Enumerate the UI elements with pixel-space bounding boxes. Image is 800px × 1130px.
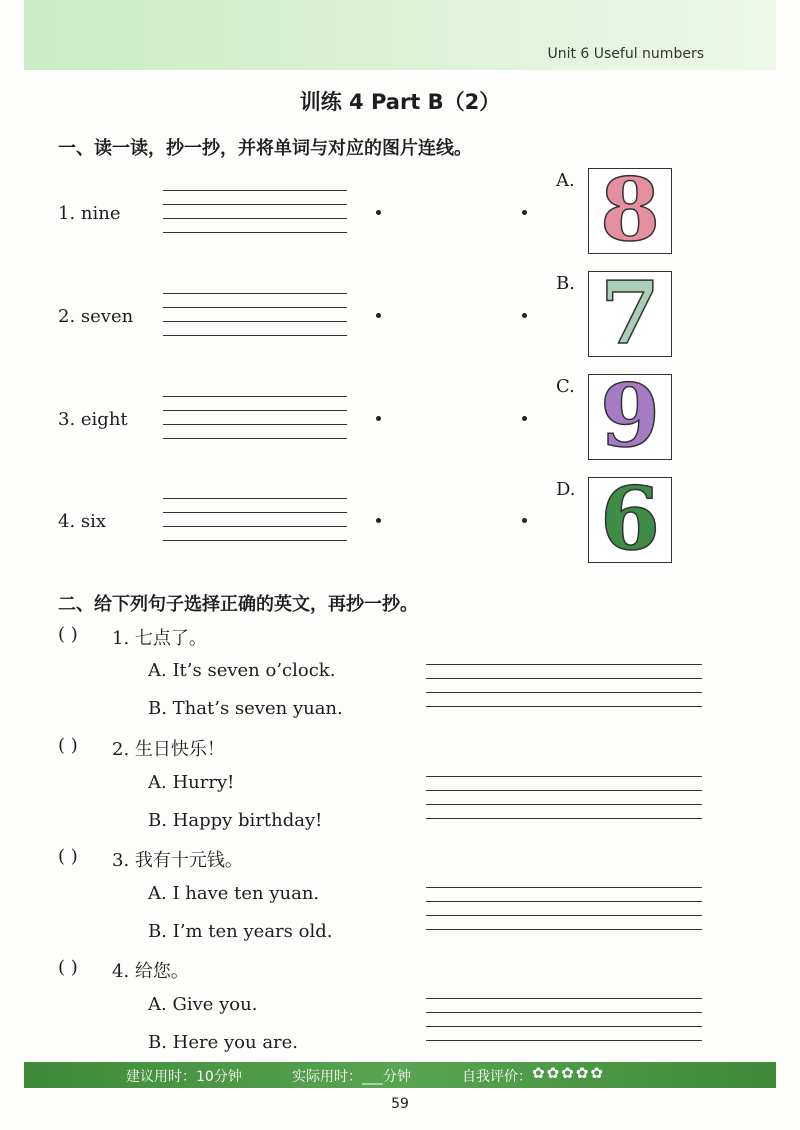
option-d-label: D. <box>556 479 576 500</box>
star-icon[interactable]: ✿ <box>532 1064 545 1082</box>
choice-4a: A. Give you. <box>148 994 258 1015</box>
writing-lines-2[interactable] <box>163 293 347 335</box>
answer-paren-2[interactable]: ( ) <box>58 735 78 756</box>
number-8-picture <box>588 160 672 261</box>
right-dot-2[interactable] <box>522 313 527 318</box>
number-8-glyph: 8 <box>600 160 660 261</box>
number-6-picture <box>588 469 672 570</box>
rating-stars[interactable] <box>532 1064 605 1082</box>
left-dot-3[interactable] <box>376 416 381 421</box>
choice-1a: A. It’s seven o’clock. <box>148 660 336 681</box>
number-6-glyph: 6 <box>600 469 660 570</box>
option-c-label: C. <box>556 376 575 397</box>
choice-1b: B. That’s seven yuan. <box>148 698 343 719</box>
choice-3b: B. I’m ten years old. <box>148 921 333 942</box>
number-9-picture <box>588 366 672 467</box>
option-b-label: B. <box>556 273 575 294</box>
answer-paren-3[interactable]: ( ) <box>58 846 78 867</box>
answer-paren-1[interactable]: ( ) <box>58 624 78 645</box>
actual-time: 实际用时：___分钟 <box>292 1069 411 1085</box>
suggested-time: 建议用时：10分钟 <box>126 1069 242 1085</box>
footer-band <box>24 1062 776 1088</box>
number-9-glyph: 9 <box>600 366 660 467</box>
choice-4b: B. Here you are. <box>148 1032 299 1053</box>
choice-2b: B. Happy birthday! <box>148 810 323 831</box>
right-dot-3[interactable] <box>522 416 527 421</box>
question-4: 4. 给您。 <box>112 961 189 982</box>
page-number: 59 <box>391 1096 409 1112</box>
answer-paren-4[interactable]: ( ) <box>58 957 78 978</box>
writing-lines-4[interactable] <box>163 498 347 540</box>
left-dot-1[interactable] <box>376 210 381 215</box>
copy-lines-3[interactable] <box>426 887 702 929</box>
number-7-glyph: 7 <box>600 263 660 364</box>
option-a-label: A. <box>556 170 575 191</box>
number-7-picture <box>588 263 672 364</box>
star-icon[interactable]: ✿ <box>546 1064 560 1082</box>
choice-2a: A. Hurry! <box>148 772 235 793</box>
left-dot-2[interactable] <box>376 313 381 318</box>
word-1: 1. nine <box>58 203 121 224</box>
star-icon[interactable]: ✿ <box>561 1064 574 1082</box>
star-icon[interactable]: ✿ <box>575 1064 589 1082</box>
writing-lines-1[interactable] <box>163 190 347 232</box>
question-2: 2. 生日快乐！ <box>112 739 225 760</box>
section2-title: 二、给下列句子选择正确的英文，再抄一抄。 <box>58 594 418 615</box>
section1-title: 一、读一读，抄一抄，并将单词与对应的图片连线。 <box>58 138 472 159</box>
question-1: 1. 七点了。 <box>112 628 207 649</box>
copy-lines-2[interactable] <box>426 776 702 818</box>
right-dot-1[interactable] <box>522 210 527 215</box>
unit-title: Unit 6 Useful numbers <box>547 46 704 62</box>
copy-lines-4[interactable] <box>426 998 702 1040</box>
writing-lines-3[interactable] <box>163 396 347 438</box>
copy-lines-1[interactable] <box>426 664 702 706</box>
question-3: 3. 我有十元钱。 <box>112 850 243 871</box>
word-4: 4. six <box>58 511 107 532</box>
left-dot-4[interactable] <box>376 518 381 523</box>
right-dot-4[interactable] <box>522 518 527 523</box>
star-icon[interactable]: ✿ <box>590 1064 603 1082</box>
choice-3a: A. I have ten yuan. <box>148 883 320 904</box>
word-2: 2. seven <box>58 306 134 327</box>
self-evaluation-label: 自我评价： <box>462 1069 532 1085</box>
word-3: 3. eight <box>58 409 128 430</box>
page-title: 训练 4 Part B（2） <box>299 90 501 114</box>
